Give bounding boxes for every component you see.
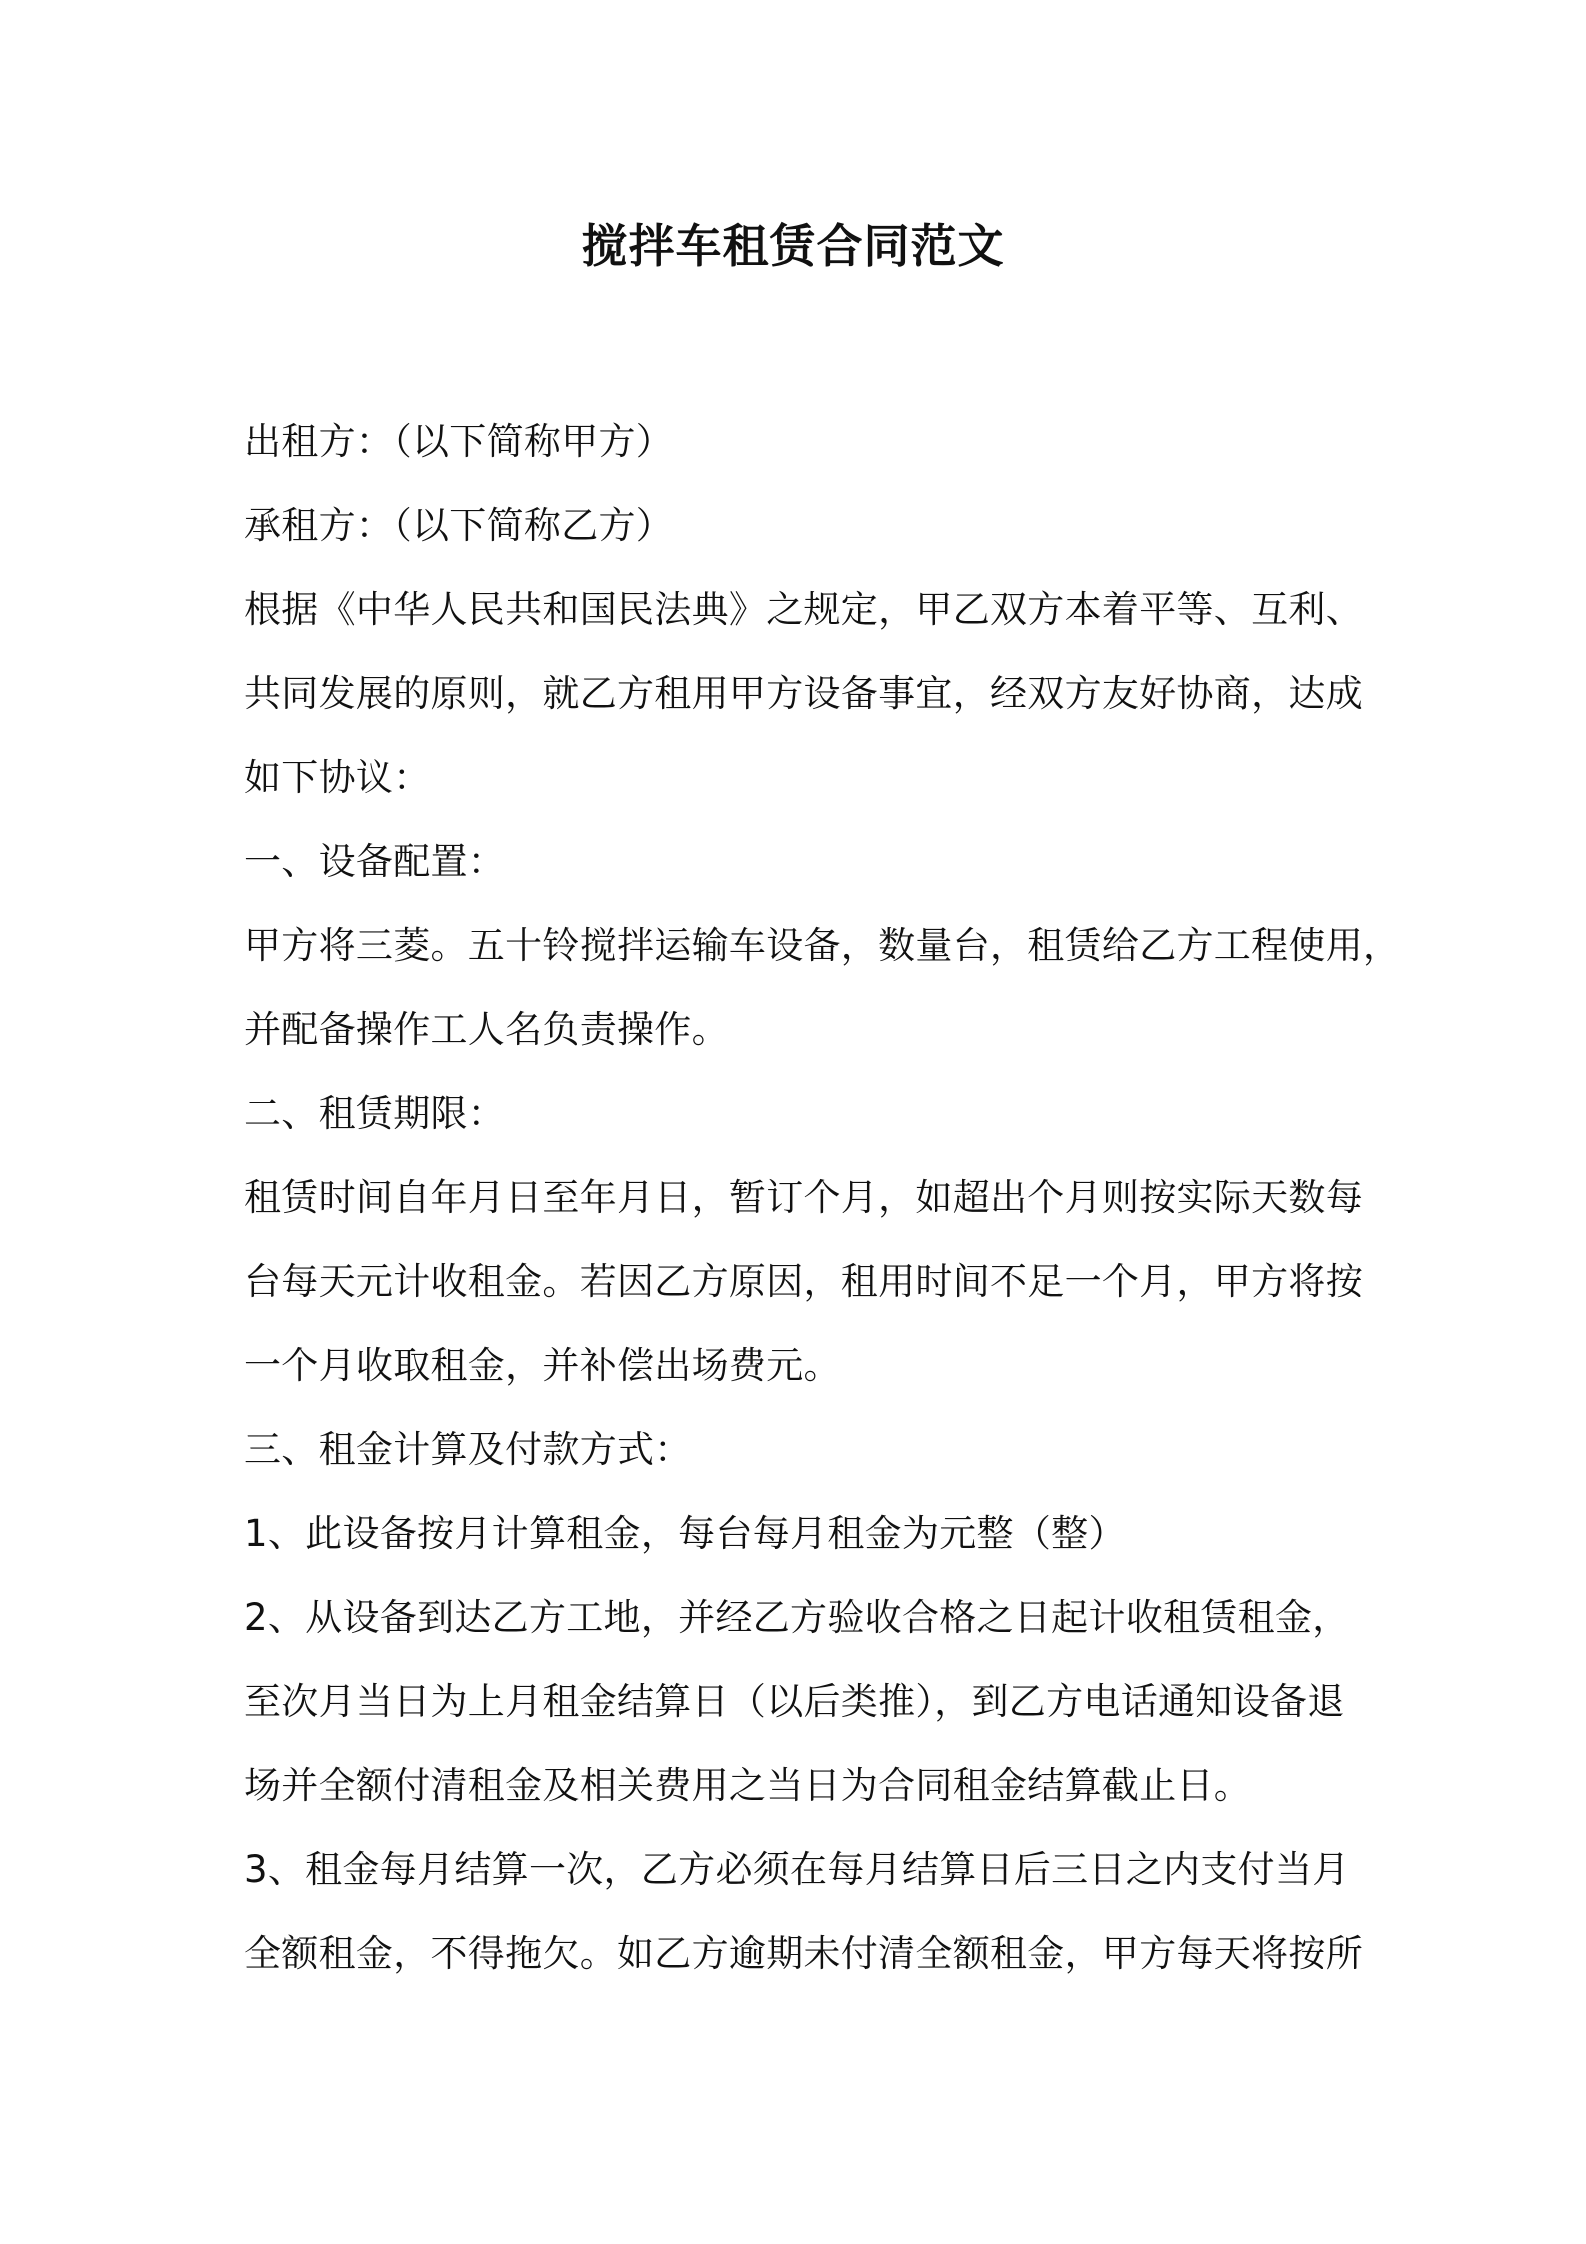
document-title: 搅拌车租赁合同范文 xyxy=(581,219,1005,273)
clause-3-2-line-1: 2、从设备到达乙方工地，并经乙方验收合格之日起计收租赁租金， xyxy=(244,1596,1350,1639)
preamble-line-2: 共同发展的原则，就乙方租用甲方设备事宜，经双方友好协商，达成 xyxy=(244,672,1363,715)
section-2-text-3: 一个月收取租金，并补偿出场费元。 xyxy=(244,1344,841,1387)
document-body xyxy=(244,400,1401,1996)
preamble-line-3: 如下协议： xyxy=(244,756,431,799)
preamble-line-1: 根据《中华人民共和国民法典》之规定，甲乙双方本着平等、互利、 xyxy=(244,588,1363,631)
clause-3-2-line-3: 场并全额付清租金及相关费用之当日为合同租金结算截止日。 xyxy=(244,1764,1252,1807)
clause-3-2-line-2: 至次月当日为上月租金结算日（以后类推），到乙方电话通知设备退 xyxy=(244,1680,1345,1723)
clause-3-3-line-2: 全额租金，不得拖欠。如乙方逾期未付清全额租金，甲方每天将按所 xyxy=(244,1932,1363,1975)
section-2-text-2: 台每天元计收租金。若因乙方原因，租用时间不足一个月，甲方将按 xyxy=(244,1260,1363,1303)
section-1-heading: 一、设备配置： xyxy=(244,840,506,883)
section-2-text-1: 租赁时间自年月日至年月日，暂订个月，如超出个月则按实际天数每 xyxy=(244,1176,1363,1219)
clause-3-3-line-1: 3、租金每月结算一次，乙方必须在每月结算日后三日之内支付当月 xyxy=(244,1848,1350,1891)
lessor-line: 出租方：（以下简称甲方） xyxy=(244,420,674,463)
section-2-heading: 二、租赁期限： xyxy=(244,1092,506,1135)
clause-3-1: 1、此设备按月计算租金，每台每月租金为元整（整） xyxy=(244,1512,1126,1555)
section-1-text-2: 并配备操作工人名负责操作。 xyxy=(244,1008,729,1051)
section-1-text-1: 甲方将三菱。五十铃搅拌运输车设备，数量台，租赁给乙方工程使用， xyxy=(244,924,1401,967)
lessee-line: 承租方：（以下简称乙方） xyxy=(244,504,674,547)
section-3-heading: 三、租金计算及付款方式： xyxy=(244,1428,692,1471)
